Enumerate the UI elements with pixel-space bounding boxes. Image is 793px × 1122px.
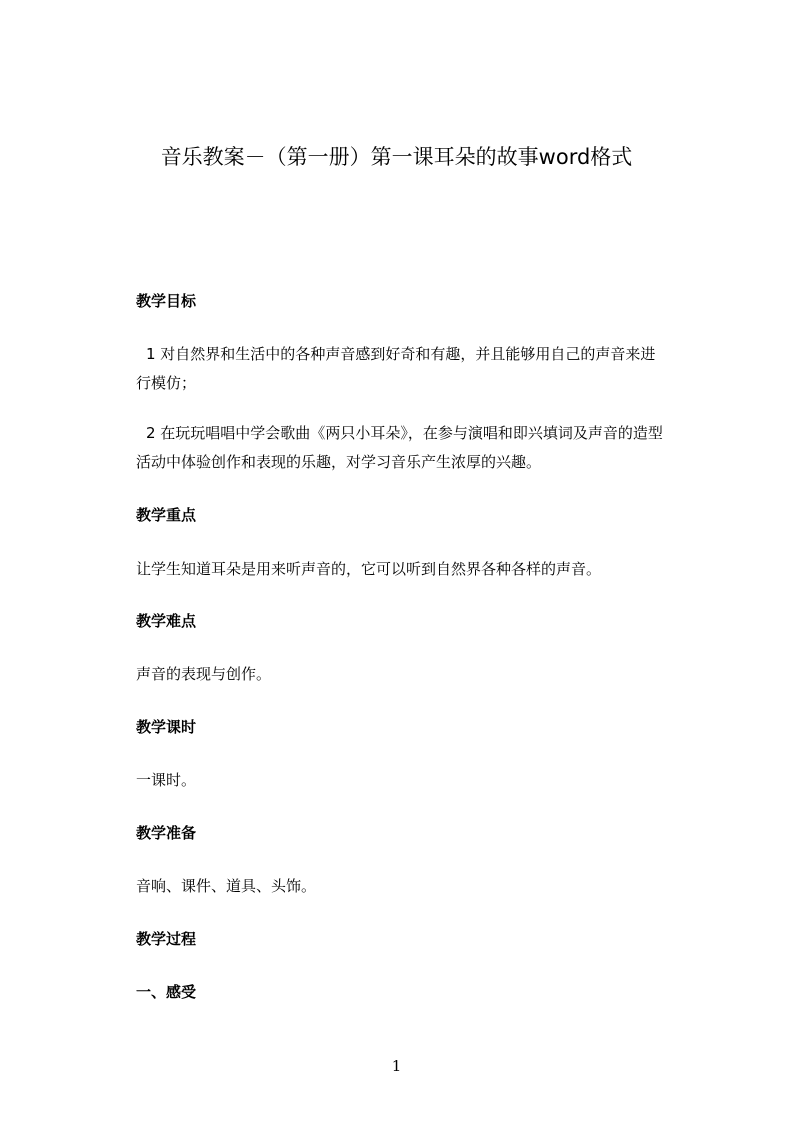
process-step-1: 一、感受 [136,983,197,1001]
document-title: 音乐教案－（第一册）第一课耳朵的故事word格式 [160,145,633,169]
heading-objectives: 教学目标 [136,292,197,310]
key-points-text: 让学生知道耳朵是用来听声音的，它可以听到自然界各种各样的声音。 [136,560,602,578]
heading-process: 教学过程 [136,930,197,948]
heading-difficulty: 教学难点 [136,612,197,630]
page-number: 1 [391,1057,402,1075]
objective-item-2: 2 在玩玩唱唱中学会歌曲《两只小耳朵》，在参与演唱和即兴填词及声音的造型活动中体验创作和表现的乐趣，对学习音乐产生浓厚的兴趣。 [136,424,663,471]
heading-key-points: 教学重点 [136,506,197,524]
heading-preparation: 教学准备 [136,824,197,842]
objective-item-1: 1 对自然界和生活中的各种声音感到好奇和有趣，并且能够用自己的声音来进行模仿； [136,345,656,392]
difficulty-text: 声音的表现与创作。 [136,665,272,683]
class-hours-text: 一课时。 [136,771,197,789]
preparation-text: 音响、课件、道具、头饰。 [136,877,317,895]
heading-class-hours: 教学课时 [136,718,197,736]
